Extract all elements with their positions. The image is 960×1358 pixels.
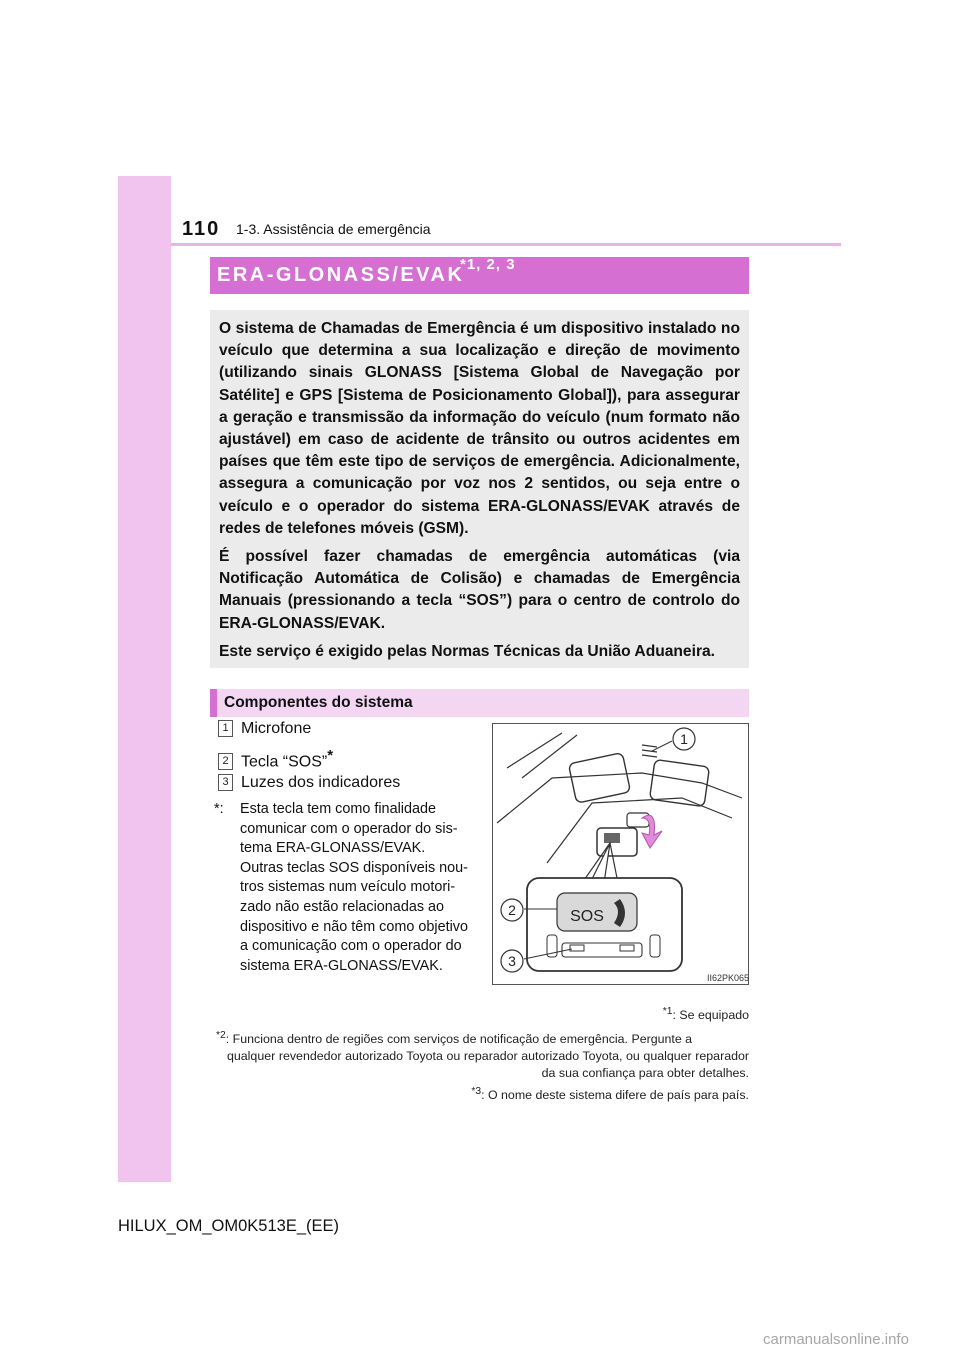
footnote-1 [663,1003,749,1024]
page-title: ERA-GLONASS/EVAK [217,264,465,286]
title-footnote-marks: *1, 2, 3 [460,256,516,273]
callout-3: 3 [508,953,516,969]
note-line: sistema ERA-GLONASS/EVAK. [240,957,443,974]
item-number: 2 [218,753,233,770]
item-number: 3 [218,774,233,791]
header-divider [171,243,841,246]
intro-text [219,318,740,669]
intro-paragraph: Este serviço é exigido pelas Normas Técnicas da União Aduaneira. [219,642,716,660]
footnote-2 [216,1027,749,1082]
callout-1: 1 [680,731,688,747]
footnote-1-text: : Se equipado [672,1008,749,1023]
components-heading-accent [210,689,217,717]
overhead-console-illustration [492,723,749,985]
footnote-3-mark: *3 [471,1086,482,1097]
item-label: Microfone [241,720,312,737]
component-item [218,747,333,771]
sos-footnote-mark: *: [214,801,224,817]
footnote-3-text: : O nome deste sistema difere de país para país. [481,1088,749,1103]
side-tab-band [118,176,171,1182]
note-line: a comunicação com o operador do [240,938,462,955]
callout-2: 2 [508,902,516,918]
components-heading: Componentes do sistema [224,694,413,711]
sos-button-label: SOS [570,908,604,925]
page-number: 110 [182,218,221,240]
note-line: dispositivo e não têm como objetivo [240,918,468,935]
note-line: comunicar com o operador do sis- [240,820,458,837]
illustration-code: II62PK065 [707,973,749,983]
item-label: Tecla “SOS” [241,753,328,771]
item-footnote-mark: * [327,747,334,764]
note-line: Esta tecla tem como finalidade [240,801,436,817]
component-item [218,774,400,792]
intro-paragraph: O sistema de Chamadas de Emergência é um dispositivo instalado no veículo que determina a sua localização e direção de movimento (utilizando sinais GLONASS [Sistema Global de Navegação por Satélite] e GPS [Sistema de Posicionamento Global]), para assegurar a geração e transmissão da informação do veículo (num formato não ajustável) em caso de acidente de trânsito ou outros acidentes em países que têm este tipo de serviços de emergência. Adicionalmente, assegura a comunicação por voz nos 2 sentidos, ou seja entre o veículo e o operador do sistema ERA-GLONASS/EVAK através de redes de telefones móveis (GSM). [219,320,740,537]
component-item [218,720,311,738]
footnote-2-text-cont: qualquer revendedor autorizado Toyota ou reparador autorizado Toyota, ou qualquer reparador da sua confiança para obter detalhes. [227,1049,749,1081]
intro-paragraph: É possível fazer chamadas de emergência automáticas (via Notificação Automática de Colisão) e chamadas de Emergência Manuais (pressionando a tecla “SOS”) para o centro de controlo do ERA-GLONASS/EVAK. [219,548,740,632]
item-label: Luzes dos indicadores [241,774,401,791]
section-title: 1-3. Assistência de emergência [236,221,431,237]
note-line: tema ERA-GLONASS/EVAK. [240,840,426,857]
item-number: 1 [218,720,233,737]
watermark: carmanualsonline.info [763,1331,909,1348]
sos-footnote [214,800,478,976]
note-line: Outras teclas SOS disponíveis nou- [240,859,468,876]
note-line: zado não estão relacionadas ao [240,898,445,915]
footnote-3 [471,1083,749,1104]
footnote-2-mark: *2 [216,1030,226,1041]
footnote-1-mark: *1 [662,1006,673,1017]
footnote-2-text: : Funciona dentro de regiões com serviços de notificação de emergência. Pergunte a [225,1032,693,1047]
document-id: HILUX_OM_OM0K513E_(EE) [118,1217,340,1235]
note-line: tros sistemas num veículo motori- [240,879,456,896]
